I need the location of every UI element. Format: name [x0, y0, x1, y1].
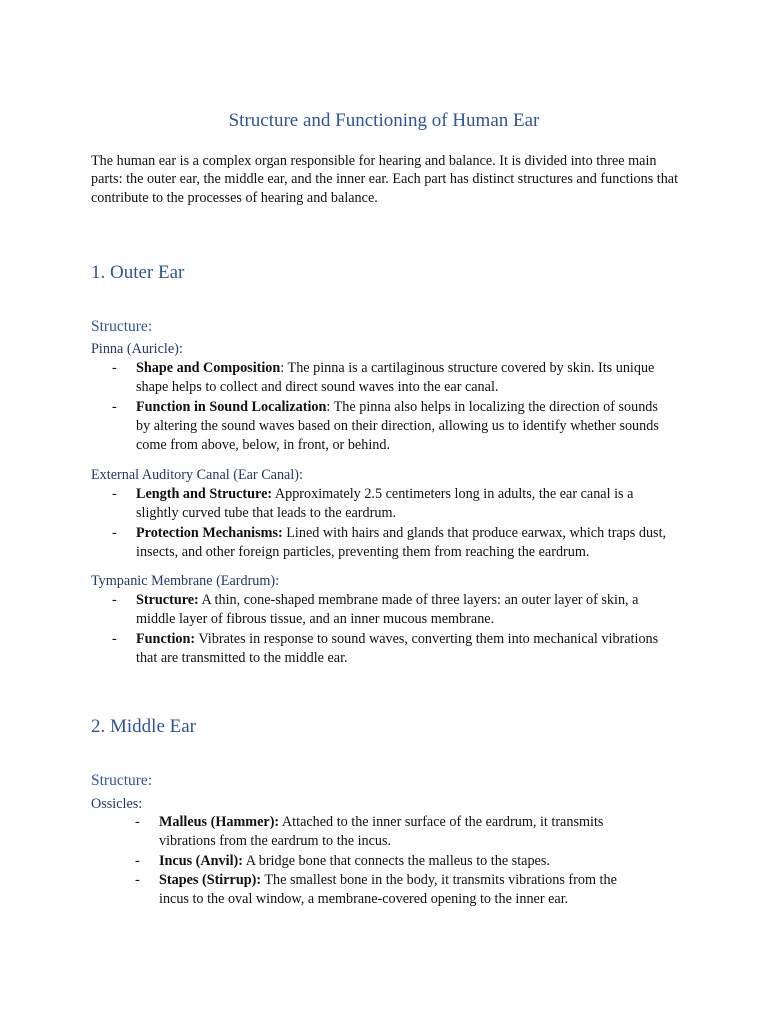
list-item-text: : The pinna also helps in localizing the direction of sounds by altering the sound waves based on their direction, allowing us to identify whether sounds come from above, below, in front, or behind. [136, 398, 659, 454]
list-item-text: The smallest bone in the body, it transmits vibrations from the incus to the oval window, a membrane-covered opening to the inner ear. [159, 871, 617, 908]
section-heading-outer-ear: 1. Outer Ear [91, 262, 185, 283]
list-item-term: Function: [136, 630, 196, 647]
list-item-term: Incus (Anvil): [159, 852, 243, 869]
list-item-text: Vibrates in response to sound waves, converting them into mechanical vibrations that are transmitted to the middle ear. [136, 630, 659, 666]
list-item-text: Attached to the inner surface of the eardrum, it transmits vibrations from the eardrum to the incus. [159, 814, 604, 850]
document-title: Structure and Functioning of Human Ear [228, 110, 540, 131]
bullet-dash: - [135, 871, 140, 888]
list-item [135, 852, 645, 871]
bullet-dash: - [112, 592, 117, 608]
list-item-term: Protection Mechanisms: [136, 524, 283, 541]
list-item [112, 398, 672, 456]
list-item [112, 591, 672, 630]
eardrum-list [112, 591, 672, 668]
list-item-text: A thin, cone-shaped membrane made of three layers: an outer layer of skin, a middle layer of fibrous tissue, and an inner mucous membrane. [136, 592, 639, 628]
group-label-pinna: Pinna (Auricle): [91, 341, 183, 357]
bullet-dash: - [112, 486, 117, 502]
list-item-text: : The pinna is a cartilaginous structure covered by skin. Its unique shape helps to collect and direct sound waves into the ear canal. [136, 360, 655, 396]
pinna-list [112, 359, 672, 455]
intro-paragraph: The human ear is a complex organ responsible for hearing and balance. It is divided into three main parts: the outer ear, the middle ear, and the inner ear. Each part has distinct structures and functions that contribute to the processes of hearing and balance. [91, 153, 679, 206]
list-item-term: Length and Structure: [136, 486, 273, 502]
bullet-dash: - [112, 398, 117, 415]
section-heading-middle-ear: 2. Middle Ear [91, 716, 197, 737]
list-item-term: Stapes (Stirrup): [159, 871, 262, 888]
ossicles-list [135, 813, 645, 909]
ear-canal-list [112, 485, 672, 562]
structure-heading-middle-ear: Structure: [91, 772, 153, 789]
list-item [112, 359, 672, 398]
list-item-term: Shape and Composition [136, 360, 281, 376]
group-label-eardrum: Tympanic Membrane (Eardrum): [91, 573, 280, 589]
list-item-text: Lined with hairs and glands that produce earwax, which traps dust, insects, and other foreign particles, preventing them from reaching the eardrum. [136, 524, 667, 560]
list-item [135, 813, 645, 852]
structure-heading-outer-ear: Structure: [91, 318, 153, 335]
bullet-dash: - [112, 524, 117, 541]
list-item [112, 524, 672, 563]
group-label-ossicles: Ossicles: [91, 796, 143, 812]
list-item-term: Structure: [136, 592, 199, 608]
bullet-dash: - [135, 852, 140, 869]
list-item-text: A bridge bone that connects the malleus to the stapes. [242, 852, 550, 869]
group-label-ear-canal: External Auditory Canal (Ear Canal): [91, 467, 303, 483]
bullet-dash: - [112, 630, 117, 647]
list-item-term: Malleus (Hammer): [159, 814, 280, 830]
list-item-text: Approximately 2.5 centimeters long in adults, the ear canal is a slightly curved tube that leads to the eardrum. [136, 486, 634, 522]
list-item [135, 871, 645, 910]
list-item [112, 630, 672, 669]
list-item [112, 485, 672, 524]
bullet-dash: - [112, 360, 117, 376]
list-item-term: Function in Sound Localization [136, 398, 327, 415]
bullet-dash: - [135, 814, 140, 830]
